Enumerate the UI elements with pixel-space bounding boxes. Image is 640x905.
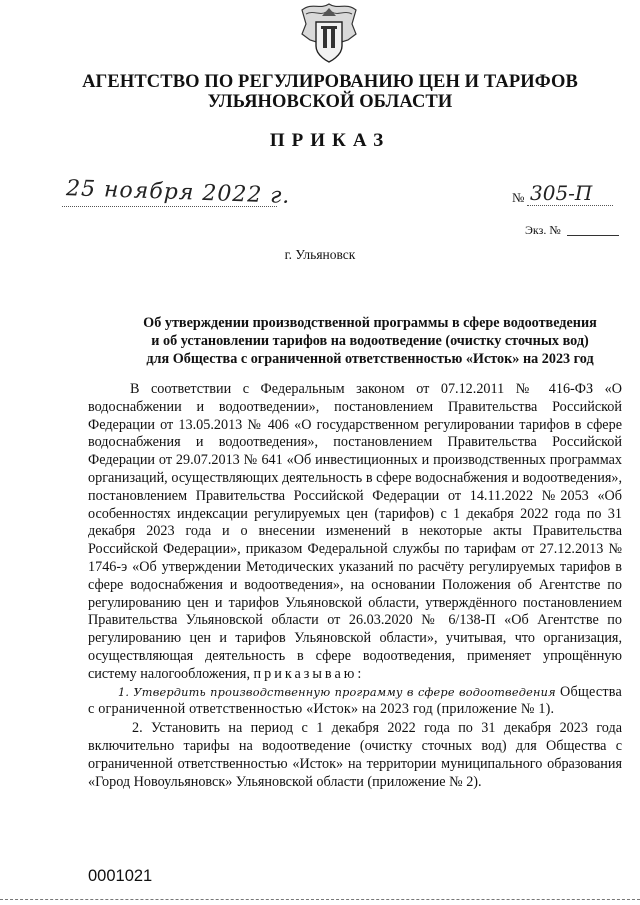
- date-underline: [62, 206, 277, 207]
- point-1: [88, 684, 622, 720]
- copy-number-line: [567, 235, 619, 236]
- city-line: г. Ульяновск: [284, 247, 356, 262]
- handwritten-number: 305-П: [530, 181, 593, 205]
- title-line3: для Общества с ограниченной ответственностью «Исток» на 2023 год: [146, 351, 594, 367]
- intro-text: В соответствии с Федеральным законом от 07.12.2011 № 416-ФЗ «О водоснабжении и водоотведении», постановлением Правительства Российской Федерации от 13.05.2013 № 406 «О государственном регулировании тарифов в сфере водоснабжения и водоотведения», постановлением Правительства Российской Федерации от 29.07.2013 № 641 «Об инвестиционных и производственных программах организаций, осуществляющих деятельность в сфере водоснабжения и водоотведения», постановлением Правительства Российской Федерации от 14.11.2022 №2053 «Об особенностях индексации регулируемых цен (тарифов) с 1 декабря 2022 года по 31 декабря 2023 года и о внесении изменений в некоторые акты Правительства Российской Федерации», приказом Федеральной службы по тарифам от 27.12.2013 № 1746-э «Об утверждении Методических указаний по расчёту регулируемых тарифов в сфере водоснабжения и водоотведения», на основании Положения об Агентстве по регулированию цен и тарифов Ульяновской области, утверждённого постановлением Правительства Ульяновской области от 26.03.2020 № 6/138-П «Об Агентстве по регулированию цен и тарифов Ульяновской области», учитывая, что организация, осуществляющая деятельность в сфере водоотведения, применяет упрощённую систему налогообложения,: [88, 381, 622, 682]
- document-body: [88, 381, 622, 791]
- number-label: №: [512, 190, 525, 205]
- page-bottom-line: [0, 899, 640, 900]
- point-2: 2. Установить на период с 1 декабря 2022 года по 31 декабря 2023 года включительно тарифы на водоотведение (очистку сточных вод) для Общества с ограниченной ответственностью «Исток» на территории муниципального образования «Город Новоульяновск» Ульяновской области (приложение № 2).: [88, 720, 622, 790]
- copy-number-label: Экз. №: [525, 223, 561, 237]
- agency-name-line2: УЛЬЯНОВСКОЙ ОБЛАСТИ: [207, 92, 453, 112]
- title-line1: Об утверждении производственной программы в сфере водоотведения: [143, 315, 597, 331]
- document-code: 0001021: [88, 867, 153, 885]
- title-line2: и об установлении тарифов на водоотведение (очистку сточных вод): [151, 333, 589, 349]
- intro-paragraph: [88, 381, 622, 684]
- order-word: приказываю:: [253, 665, 365, 682]
- coat-of-arms-icon: [296, 0, 362, 68]
- point-1-rest: Общества с ограниченной ответственностью «Исток» на 2023 год (приложение № 1).: [88, 683, 622, 718]
- document-type: ПРИКАЗ: [269, 130, 391, 151]
- handwritten-date: 25 ноября 2022 г.: [65, 176, 291, 209]
- agency-name-line1: АГЕНТСТВО ПО РЕГУЛИРОВАНИЮ ЦЕН И ТАРИФОВ: [82, 72, 578, 92]
- number-underline: [527, 205, 613, 206]
- point-1-italic: 1. Утвердить производственную программу в сфере водоотведения: [118, 685, 556, 699]
